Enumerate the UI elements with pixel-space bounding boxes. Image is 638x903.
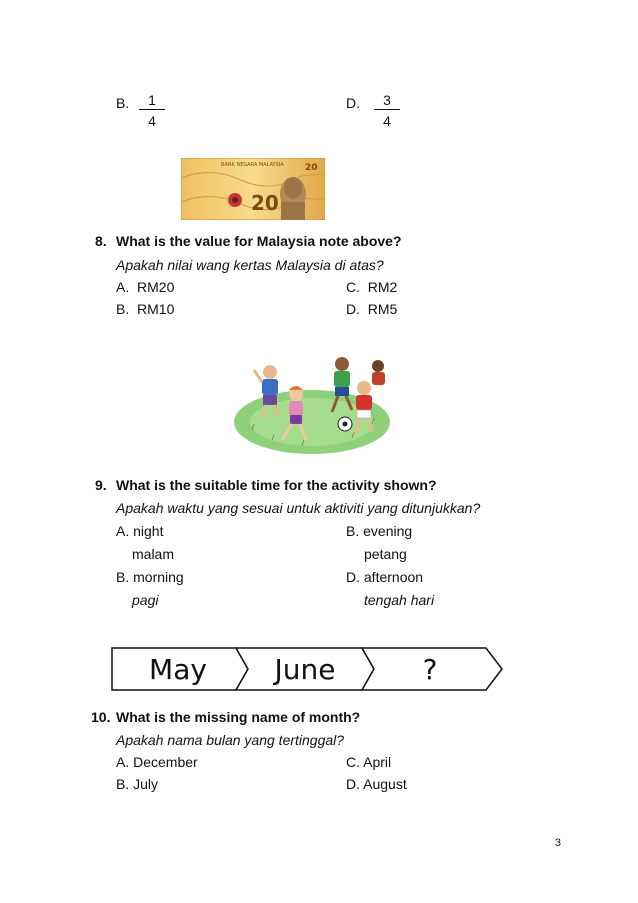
q9-option-b-malay: petang (364, 546, 407, 562)
option-label: B. (116, 569, 130, 585)
option-text: April (363, 754, 392, 770)
q9-option-a-malay: malam (132, 546, 175, 562)
page-number: 3 (554, 837, 561, 849)
month-label-3: ? (422, 653, 438, 686)
banknote-bank-text: BANK NEGARA MALAYSIA (221, 162, 284, 168)
option-text: RM10 (137, 301, 175, 317)
q9-option-b2[interactable] (116, 568, 184, 586)
q9-option-b[interactable] (346, 522, 412, 540)
children-playing-football-image (232, 352, 392, 456)
q8-translation: Apakah nilai wang kertas Malaysia di atas? (116, 257, 384, 273)
option-text: RM5 (367, 301, 398, 317)
q10-option-c[interactable] (346, 753, 391, 771)
month-sequence (110, 646, 506, 694)
q10-translation: Apakah nama bulan yang tertinggal? (116, 732, 345, 748)
option-text: RM20 (137, 279, 175, 295)
option-label: C. (346, 279, 360, 295)
option-text: night (133, 523, 164, 539)
q7-option-b-label: B. (116, 95, 130, 111)
banknote-image (181, 158, 325, 220)
option-text: July (133, 776, 159, 792)
fraction-numerator: 1 (139, 92, 165, 110)
fraction-numerator: 3 (374, 92, 400, 110)
q7-option-b-fraction (139, 92, 165, 130)
fraction-denominator: 4 (148, 113, 156, 129)
option-text: RM2 (367, 279, 398, 295)
q10-option-b[interactable] (116, 775, 158, 793)
q8-option-b[interactable] (116, 300, 174, 318)
option-text: morning (133, 569, 184, 585)
q10-question: What is the missing name of month? (116, 709, 361, 725)
q9-option-a[interactable] (116, 522, 163, 540)
option-text: afternoon (363, 569, 424, 585)
option-label: D. (346, 301, 360, 317)
q10-option-a[interactable] (116, 753, 198, 771)
option-label: A. (116, 523, 130, 539)
q8-option-a[interactable] (116, 278, 174, 296)
q9-option-d-malay: tengah hari (364, 592, 435, 608)
banknote-denomination-corner: 20 (305, 163, 318, 173)
q10-option-d[interactable] (346, 775, 407, 793)
q8-option-d[interactable] (346, 300, 397, 318)
option-label: D. (346, 569, 360, 585)
q8-question: What is the value for Malaysia note above? (116, 233, 402, 249)
q9-translation: Apakah waktu yang sesuai untuk aktiviti yang ditunjukkan? (116, 500, 481, 516)
option-text: December (133, 754, 198, 770)
q9-question: What is the suitable time for the activity shown? (116, 477, 437, 493)
banknote-denomination: 20 (251, 191, 279, 215)
option-label: B. (116, 776, 130, 792)
option-text: August (363, 776, 407, 792)
option-text: evening (363, 523, 413, 539)
q8-option-c[interactable] (346, 278, 397, 296)
month-label-2: June (274, 653, 336, 686)
q9-option-d[interactable] (346, 568, 423, 586)
q7-option-d-label: D. (346, 95, 360, 111)
q8-number: 8. (95, 233, 107, 249)
q10-number: 10. (91, 709, 111, 725)
option-label: D. (346, 776, 360, 792)
option-label: A. (116, 754, 130, 770)
option-label: A. (116, 279, 130, 295)
option-label: B. (346, 523, 360, 539)
q7-option-d-fraction (374, 92, 400, 130)
option-label: B. (116, 301, 130, 317)
q9-number: 9. (95, 477, 107, 493)
fraction-denominator: 4 (383, 113, 391, 129)
month-label-1: May (149, 653, 207, 686)
option-label: C. (346, 754, 360, 770)
q9-option-b2-malay: pagi (132, 592, 159, 608)
